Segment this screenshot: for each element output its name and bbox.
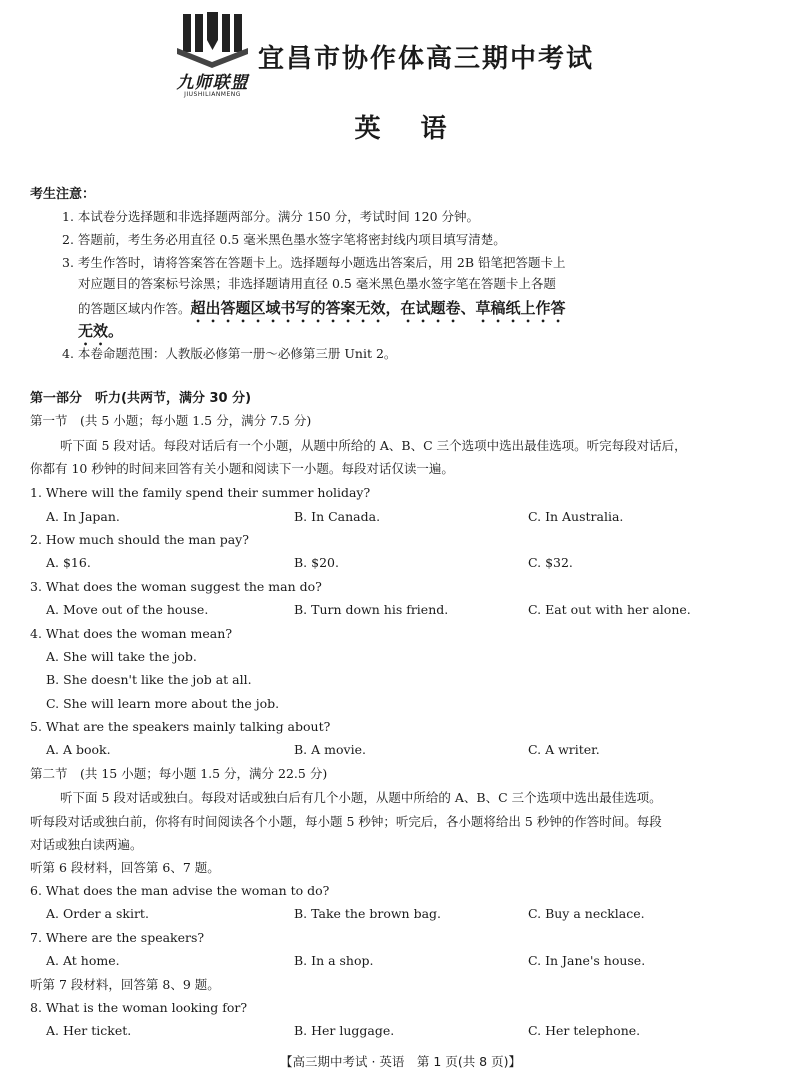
- question-2-option-a: A. $16.: [46, 555, 91, 570]
- section2-instruction-line-1: 听下面 5 段对话或独白。每段对话或独白后有几个小题，从题中所给的 A、B、C 三个选项中选出最佳选项。: [60, 790, 662, 805]
- section1-instruction-line-1: 听下面 5 段对话。每段对话后有一个小题，从题中所给的 A、B、C 三个选项中选出最佳选项。听完每段对话后，: [60, 438, 687, 453]
- question-8-option-c: C. Her telephone.: [528, 1023, 641, 1038]
- book-pen-logo-icon: [165, 10, 260, 70]
- question-3-option-b: B. Turn down his friend.: [294, 602, 449, 617]
- material-6-instruction: 听第 6 段材料，回答第 6、7 题。: [30, 860, 220, 875]
- notice-item-3-line-3: [78, 299, 566, 326]
- publisher-logo: [165, 10, 260, 105]
- question-4-option-a: A. She will take the job.: [46, 649, 197, 664]
- question-5-option-c: C. A writer.: [528, 742, 600, 757]
- question-1-option-c: C. In Australia.: [528, 509, 624, 524]
- section1-heading: 第一节 (共 5 小题；每小题 1.5 分，满分 7.5 分): [30, 413, 312, 428]
- question-7-stem: 7. Where are the speakers?: [30, 930, 205, 945]
- section2-instruction-line-3: 对话或独白读两遍。: [30, 837, 143, 852]
- notice-item-3-line-1: 3. 考生作答时，请将答案答在答题卡上。选择题每小题选出答案后，用 2B 铅笔把答题卡上: [62, 255, 566, 270]
- logo-pinyin-text: JIUSHILIANMENG: [184, 91, 241, 98]
- exam-title: 宜昌市协作体高三期中考试: [258, 44, 595, 74]
- material-7-instruction: 听第 7 段材料，回答第 8、9 题。: [30, 977, 220, 992]
- notice-item-3-text: 的答题区域内作答。: [78, 301, 191, 316]
- question-6-stem: 6. What does the man advise the woman to do?: [30, 883, 330, 898]
- question-8-option-a: A. Her ticket.: [46, 1023, 132, 1038]
- notice-emphasis-end: 无效。: [78, 322, 124, 340]
- section2-instruction-line-2: 听每段对话或独白前，你将有时间阅读各个小题，每小题 5 秒钟；听完后，各小题将给出 5 秒钟的作答时间。每段: [30, 814, 662, 829]
- question-8-stem: 8. What is the woman looking for?: [30, 1000, 248, 1015]
- notice-emphasis: 超出答题区域书写的答案无效，在试题卷、草稿纸上作答: [190, 299, 566, 317]
- question-1-option-a: A. In Japan.: [46, 509, 120, 524]
- question-2-option-c: C. $32.: [528, 555, 573, 570]
- question-5-stem: 5. What are the speakers mainly talking about?: [30, 719, 331, 734]
- subject-title: 英语: [354, 114, 487, 144]
- section2-heading: 第二节 (共 15 小题；每小题 1.5 分，满分 22.5 分): [30, 766, 328, 781]
- question-7-option-b: B. In a shop.: [294, 953, 374, 968]
- question-4-option-c: C. She will learn more about the job.: [46, 696, 280, 711]
- question-6-option-c: C. Buy a necklace.: [528, 906, 645, 921]
- question-5-option-b: B. A movie.: [294, 742, 366, 757]
- page-footer: 【高三期中考试 · 英语 第 1 页(共 8 页)】: [280, 1054, 521, 1069]
- notice-item-2: 2. 答题前，考生务必用直径 0.5 毫米黑色墨水签字笔将密封线内项目填写清楚。: [62, 232, 506, 247]
- part1-heading: 第一部分 听力(共两节，满分 30 分): [30, 391, 252, 406]
- question-1-stem: 1. Where will the family spend their summer holiday?: [30, 485, 371, 500]
- question-7-option-a: A. At home.: [46, 953, 120, 968]
- notice-heading: 考生注意：: [30, 187, 96, 202]
- question-8-option-b: B. Her luggage.: [294, 1023, 395, 1038]
- question-3-stem: 3. What does the woman suggest the man do?: [30, 579, 322, 594]
- question-7-option-c: C. In Jane's house.: [528, 953, 646, 968]
- question-5-option-a: A. A book.: [46, 742, 111, 757]
- question-1-option-b: B. In Canada.: [294, 509, 381, 524]
- question-3-option-a: A. Move out of the house.: [46, 602, 209, 617]
- question-4-stem: 4. What does the woman mean?: [30, 626, 233, 641]
- question-2-stem: 2. How much should the man pay?: [30, 532, 249, 547]
- question-6-option-a: A. Order a skirt.: [46, 906, 149, 921]
- question-6-option-b: B. Take the brown bag.: [294, 906, 441, 921]
- question-2-option-b: B. $20.: [294, 555, 339, 570]
- question-4-option-b: B. She doesn't like the job at all.: [46, 672, 252, 687]
- question-3-option-c: C. Eat out with her alone.: [528, 602, 691, 617]
- logo-chinese-text: 九师联盟: [176, 73, 249, 93]
- section1-instruction-line-2: 你都有 10 秒钟的时间来回答有关小题和阅读下一小题。每段对话仅读一遍。: [30, 461, 454, 476]
- notice-item-3-line-2: 对应题目的答案标号涂黑；非选择题请用直径 0.5 毫米黑色墨水签字笔在答题卡上各题: [78, 276, 556, 291]
- notice-item-1: 1. 本试卷分选择题和非选择题两部分。满分 150 分，考试时间 120 分钟。: [62, 209, 480, 224]
- notice-item-4: 4. 本卷命题范围：人教版必修第一册～必修第三册 Unit 2。: [62, 346, 397, 361]
